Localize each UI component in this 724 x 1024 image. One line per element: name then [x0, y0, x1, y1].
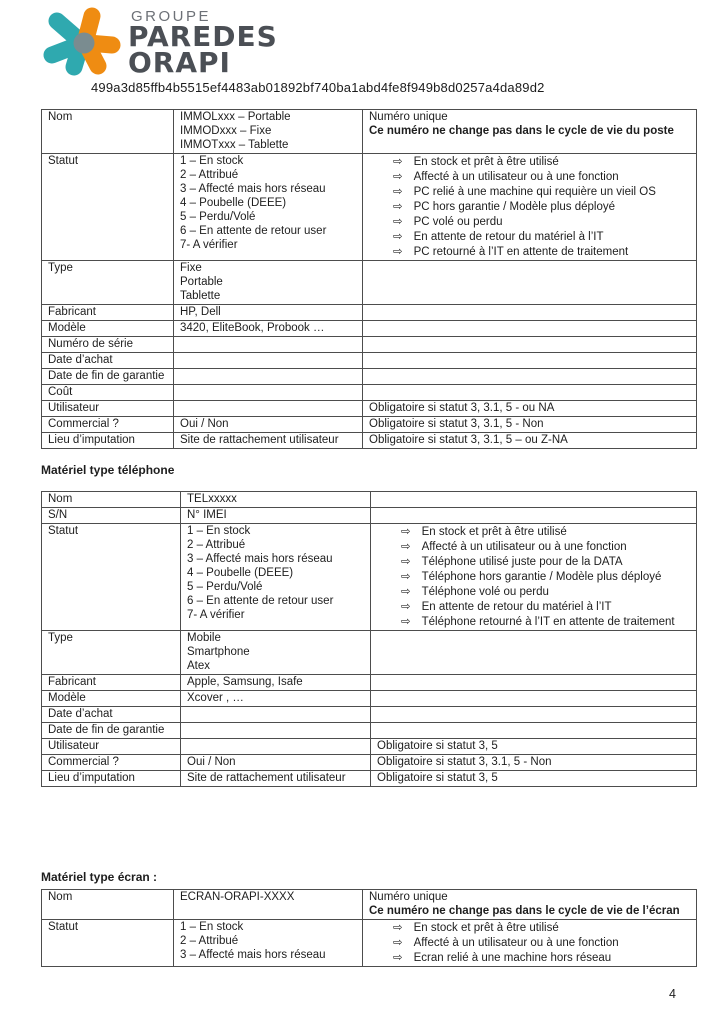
value-line: IMMODxxx – Fixe	[180, 125, 272, 137]
section	[41, 109, 697, 449]
note-text: Téléphone hors garantie / Modèle plus déployé	[421, 571, 662, 583]
note-line: Obligatoire si statut 3, 5	[377, 772, 498, 784]
table-row	[42, 771, 697, 787]
row-label: Date d’achat	[42, 353, 174, 369]
value-line: Tablette	[180, 290, 221, 302]
note-line: Obligatoire si statut 3, 3.1, 5 - Non	[369, 418, 544, 430]
row-label: Commercial ?	[42, 417, 174, 433]
value-line: 5 – Perdu/Volé	[187, 581, 263, 593]
table-row	[42, 154, 697, 261]
row-label: Date de fin de garantie	[42, 723, 181, 739]
table-row	[42, 321, 697, 337]
page-number: 4	[669, 987, 676, 1001]
row-notes	[371, 755, 697, 771]
spec-table	[41, 889, 697, 967]
row-label: Nom	[42, 110, 174, 154]
table-row	[42, 305, 697, 321]
row-label: Type	[42, 631, 181, 675]
logo-paredes-text: PAREDES	[128, 20, 278, 53]
table-row	[42, 675, 697, 691]
row-label: Lieu d’imputation	[42, 433, 174, 449]
paredes-orapi-logo-icon	[40, 5, 128, 83]
row-label: Type	[42, 261, 174, 305]
row-notes	[363, 890, 697, 920]
right-arrow-icon: ⇨	[393, 229, 403, 243]
row-label: Utilisateur	[42, 739, 181, 755]
note-line	[369, 169, 690, 184]
note-text: Ecran relié à une machine hors réseau	[413, 952, 612, 964]
row-notes	[363, 385, 697, 401]
note-line	[377, 614, 690, 629]
row-values	[174, 385, 363, 401]
row-values	[181, 492, 371, 508]
note-line	[377, 599, 690, 614]
value-line: IMMOTxxx – Tablette	[180, 139, 289, 151]
value-line: Oui / Non	[187, 756, 236, 768]
value-line: 2 – Attribué	[187, 539, 246, 551]
right-arrow-icon: ⇨	[393, 935, 403, 949]
row-notes	[363, 154, 697, 261]
value-line: 3 – Affecté mais hors réseau	[180, 949, 326, 961]
value-line: 3 – Affecté mais hors réseau	[187, 553, 333, 565]
table-row	[42, 890, 697, 920]
row-label: Modèle	[42, 321, 174, 337]
table-row	[42, 261, 697, 305]
right-arrow-icon: ⇨	[401, 584, 411, 598]
row-label: Lieu d’imputation	[42, 771, 181, 787]
table-row	[42, 369, 697, 385]
value-line: Portable	[180, 276, 223, 288]
value-line: Oui / Non	[180, 418, 229, 430]
row-label: Statut	[42, 920, 174, 967]
value-line: Xcover , …	[187, 692, 244, 704]
row-values	[181, 631, 371, 675]
value-line: 2 – Attribué	[180, 169, 239, 181]
row-notes	[371, 691, 697, 707]
value-line: Fixe	[180, 262, 202, 274]
row-notes	[371, 524, 697, 631]
row-values	[174, 110, 363, 154]
row-values	[181, 508, 371, 524]
row-values	[174, 401, 363, 417]
row-label: Nom	[42, 890, 174, 920]
row-notes	[363, 433, 697, 449]
value-line: HP, Dell	[180, 306, 221, 318]
note-line	[369, 184, 690, 199]
row-values	[174, 154, 363, 261]
value-line: Apple, Samsung, Isafe	[187, 676, 303, 688]
table-row	[42, 401, 697, 417]
row-notes	[371, 492, 697, 508]
row-label: Statut	[42, 154, 174, 261]
row-label: Modèle	[42, 691, 181, 707]
right-arrow-icon: ⇨	[401, 569, 411, 583]
value-line: TELxxxxx	[187, 493, 237, 505]
note-line	[369, 154, 690, 169]
note-line: Obligatoire si statut 3, 3.1, 5 - ou NA	[369, 402, 555, 414]
right-arrow-icon: ⇨	[401, 539, 411, 553]
table-row	[42, 691, 697, 707]
note-line	[369, 229, 690, 244]
row-notes	[363, 110, 697, 154]
row-label: Statut	[42, 524, 181, 631]
table-row	[42, 417, 697, 433]
row-values	[181, 771, 371, 787]
value-line: 6 – En attente de retour user	[187, 595, 334, 607]
spec-table	[41, 109, 697, 449]
row-values	[174, 305, 363, 321]
note-text: Affecté à un utilisateur ou à une fonction	[413, 937, 619, 949]
section	[41, 870, 697, 967]
row-notes	[371, 707, 697, 723]
value-line: 6 – En attente de retour user	[180, 225, 327, 237]
logo-orapi-text: ORAPI	[128, 46, 231, 79]
logo-groupe-text: GROUPE	[131, 8, 212, 25]
row-label: Numéro de série	[42, 337, 174, 353]
logo-wordmark	[128, 8, 278, 79]
value-line: Site de rattachement utilisateur	[187, 772, 346, 784]
row-notes	[363, 353, 697, 369]
row-notes	[371, 675, 697, 691]
logo-overlap-center	[74, 33, 95, 54]
right-arrow-icon: ⇨	[393, 920, 403, 934]
row-notes	[363, 321, 697, 337]
table-row	[42, 353, 697, 369]
note-line	[369, 920, 690, 935]
row-values	[181, 691, 371, 707]
note-text: En stock et prêt à être utilisé	[413, 156, 559, 168]
note-line	[377, 539, 690, 554]
table-row	[42, 524, 697, 631]
right-arrow-icon: ⇨	[401, 554, 411, 568]
value-line: Site de rattachement utilisateur	[180, 434, 339, 446]
right-arrow-icon: ⇨	[393, 244, 403, 258]
row-label: Fabricant	[42, 305, 174, 321]
value-line: N° IMEI	[187, 509, 227, 521]
row-notes	[363, 337, 697, 353]
document-hash: 499a3d85ffb4b5515ef4483ab01892bf740ba1abd4fe8f949b8d0257a4da89d2	[91, 80, 545, 95]
row-label: Nom	[42, 492, 181, 508]
right-arrow-icon: ⇨	[393, 950, 403, 964]
table-row	[42, 707, 697, 723]
value-line: Smartphone	[187, 646, 250, 658]
note-text: Téléphone volé ou perdu	[421, 586, 549, 598]
note-line	[369, 214, 690, 229]
right-arrow-icon: ⇨	[393, 214, 403, 228]
row-label: Commercial ?	[42, 755, 181, 771]
note-text: En attente de retour du matériel à l’IT	[413, 231, 604, 243]
note-text: Téléphone retourné à l’IT en attente de traitement	[421, 616, 675, 628]
value-line: 3420, EliteBook, Probook …	[180, 322, 325, 334]
row-notes	[371, 771, 697, 787]
value-line: 7- A vérifier	[187, 609, 245, 621]
row-label: Date de fin de garantie	[42, 369, 174, 385]
right-arrow-icon: ⇨	[393, 199, 403, 213]
row-notes	[363, 920, 697, 967]
right-arrow-icon: ⇨	[401, 614, 411, 628]
note-line	[377, 569, 690, 584]
value-line: 1 – En stock	[180, 921, 244, 933]
note-text: Affecté à un utilisateur ou à une fonction	[413, 171, 619, 183]
note-text: En attente de retour du matériel à l’IT	[421, 601, 612, 613]
note-text: PC retourné à l’IT en attente de traitement	[413, 246, 629, 258]
note-text: PC volé ou perdu	[413, 216, 503, 228]
value-line: 1 – En stock	[180, 155, 244, 167]
note-line: Obligatoire si statut 3, 3.1, 5 – ou Z-NA	[369, 434, 568, 446]
row-label: Date d’achat	[42, 707, 181, 723]
right-arrow-icon: ⇨	[401, 599, 411, 613]
note-line: Ce numéro ne change pas dans le cycle de vie du poste	[369, 125, 674, 137]
value-line: ECRAN-ORAPI-XXXX	[180, 891, 295, 903]
table-row	[42, 723, 697, 739]
table-row	[42, 337, 697, 353]
row-notes	[363, 305, 697, 321]
value-line: 5 – Perdu/Volé	[180, 211, 256, 223]
table-row	[42, 433, 697, 449]
section	[41, 463, 697, 787]
table-row	[42, 492, 697, 508]
note-line: Obligatoire si statut 3, 3.1, 5 - Non	[377, 756, 552, 768]
row-values	[174, 337, 363, 353]
table-row	[42, 755, 697, 771]
row-notes	[371, 508, 697, 524]
right-arrow-icon: ⇨	[393, 169, 403, 183]
note-line: Numéro unique	[369, 111, 448, 123]
row-values	[181, 524, 371, 631]
value-line: 3 – Affecté mais hors réseau	[180, 183, 326, 195]
table-row	[42, 920, 697, 967]
value-line: Atex	[187, 660, 211, 672]
table-row	[42, 508, 697, 524]
right-arrow-icon: ⇨	[393, 184, 403, 198]
note-text: En stock et prêt à être utilisé	[413, 922, 559, 934]
row-notes	[371, 723, 697, 739]
note-line	[369, 199, 690, 214]
section-heading: Matériel type écran :	[41, 870, 158, 884]
row-values	[174, 920, 363, 967]
row-label: Fabricant	[42, 675, 181, 691]
note-line	[369, 935, 690, 950]
row-values	[174, 890, 363, 920]
row-values	[174, 369, 363, 385]
note-line	[377, 554, 690, 569]
note-text: PC relié à une machine qui requière un vieil OS	[413, 186, 656, 198]
note-line: Numéro unique	[369, 891, 448, 903]
row-values	[181, 707, 371, 723]
value-line: IMMOLxxx – Portable	[180, 111, 291, 123]
row-label: Utilisateur	[42, 401, 174, 417]
note-line: Ce numéro ne change pas dans le cycle de vie de l’écran	[369, 905, 680, 917]
row-values	[181, 755, 371, 771]
row-notes	[363, 369, 697, 385]
value-line: 7- A vérifier	[180, 239, 238, 251]
note-text: PC hors garantie / Modèle plus déployé	[413, 201, 616, 213]
value-line: 1 – En stock	[187, 525, 251, 537]
right-arrow-icon: ⇨	[401, 524, 411, 538]
table-row	[42, 739, 697, 755]
value-line: 4 – Poubelle (DEEE)	[187, 567, 294, 579]
note-line	[377, 584, 690, 599]
row-notes	[363, 261, 697, 305]
row-values	[181, 723, 371, 739]
row-notes	[363, 401, 697, 417]
note-text: Téléphone utilisé juste pour de la DATA	[421, 556, 623, 568]
row-notes	[363, 417, 697, 433]
note-text: En stock et prêt à être utilisé	[421, 526, 567, 538]
spec-table	[41, 491, 697, 787]
row-values	[174, 417, 363, 433]
value-line: 4 – Poubelle (DEEE)	[180, 197, 287, 209]
row-label: S/N	[42, 508, 181, 524]
note-line: Obligatoire si statut 3, 5	[377, 740, 498, 752]
table-row	[42, 110, 697, 154]
row-label: Coût	[42, 385, 174, 401]
row-values	[174, 321, 363, 337]
right-arrow-icon: ⇨	[393, 154, 403, 168]
row-values	[174, 353, 363, 369]
row-values	[174, 433, 363, 449]
value-line: 2 – Attribué	[180, 935, 239, 947]
row-values	[181, 739, 371, 755]
row-notes	[371, 739, 697, 755]
row-values	[174, 261, 363, 305]
table-row	[42, 631, 697, 675]
row-notes	[371, 631, 697, 675]
note-line	[369, 950, 690, 965]
section-heading: Matériel type téléphone	[41, 463, 175, 477]
row-values	[181, 675, 371, 691]
note-line	[377, 524, 690, 539]
note-text: Affecté à un utilisateur ou à une fonction	[421, 541, 627, 553]
value-line: Mobile	[187, 632, 221, 644]
table-row	[42, 385, 697, 401]
note-line	[369, 244, 690, 259]
